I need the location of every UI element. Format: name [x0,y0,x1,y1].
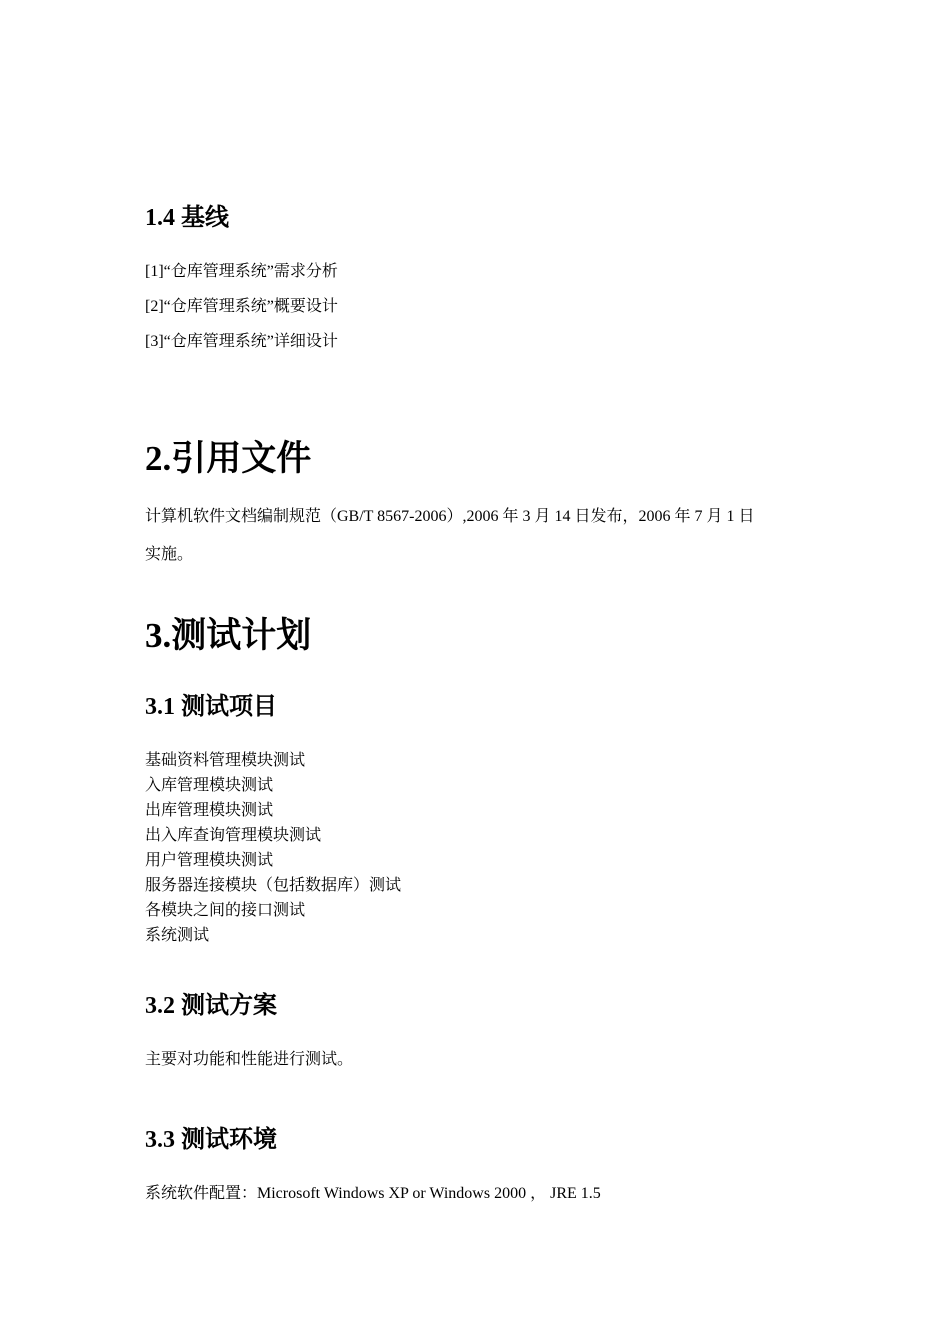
test-environment-text: 系统软件配置：Microsoft Windows XP or Windows 2000 ， JRE 1.5 [145,1185,601,1202]
test-plan-text: 主要对功能和性能进行测试。 [145,1051,354,1068]
test-item: 入库管理模块测试 [145,777,274,794]
test-item: 各模块之间的接口测试 [145,902,306,919]
reference-paragraph-line: 实施。 [145,546,194,563]
test-item: 出库管理模块测试 [145,802,274,819]
test-item: 基础资料管理模块测试 [145,752,306,769]
test-item: 用户管理模块测试 [145,852,274,869]
reference-paragraph-line: 计算机软件文档编制规范（GB/T 8567-2006）,2006 年 3 月 14 日发布，2006 年 7 月 1 日 [145,508,755,525]
test-item: 系统测试 [145,927,210,944]
section-1-4-heading: 1.4 基线 [145,205,229,231]
section-2-heading: 2.引用文件 [145,439,312,478]
section-3-1-heading: 3.1 测试项目 [145,694,277,720]
baseline-item: [1]“仓库管理系统”需求分析 [145,263,338,280]
baseline-item: [3]“仓库管理系统”详细设计 [145,333,338,350]
section-3-2-heading: 3.2 测试方案 [145,993,277,1019]
section-3-heading: 3.测试计划 [145,616,312,655]
section-3-3-heading: 3.3 测试环境 [145,1127,277,1153]
test-item: 服务器连接模块（包括数据库）测试 [145,877,402,894]
test-item: 出入库查询管理模块测试 [145,827,322,844]
baseline-item: [2]“仓库管理系统”概要设计 [145,298,338,315]
